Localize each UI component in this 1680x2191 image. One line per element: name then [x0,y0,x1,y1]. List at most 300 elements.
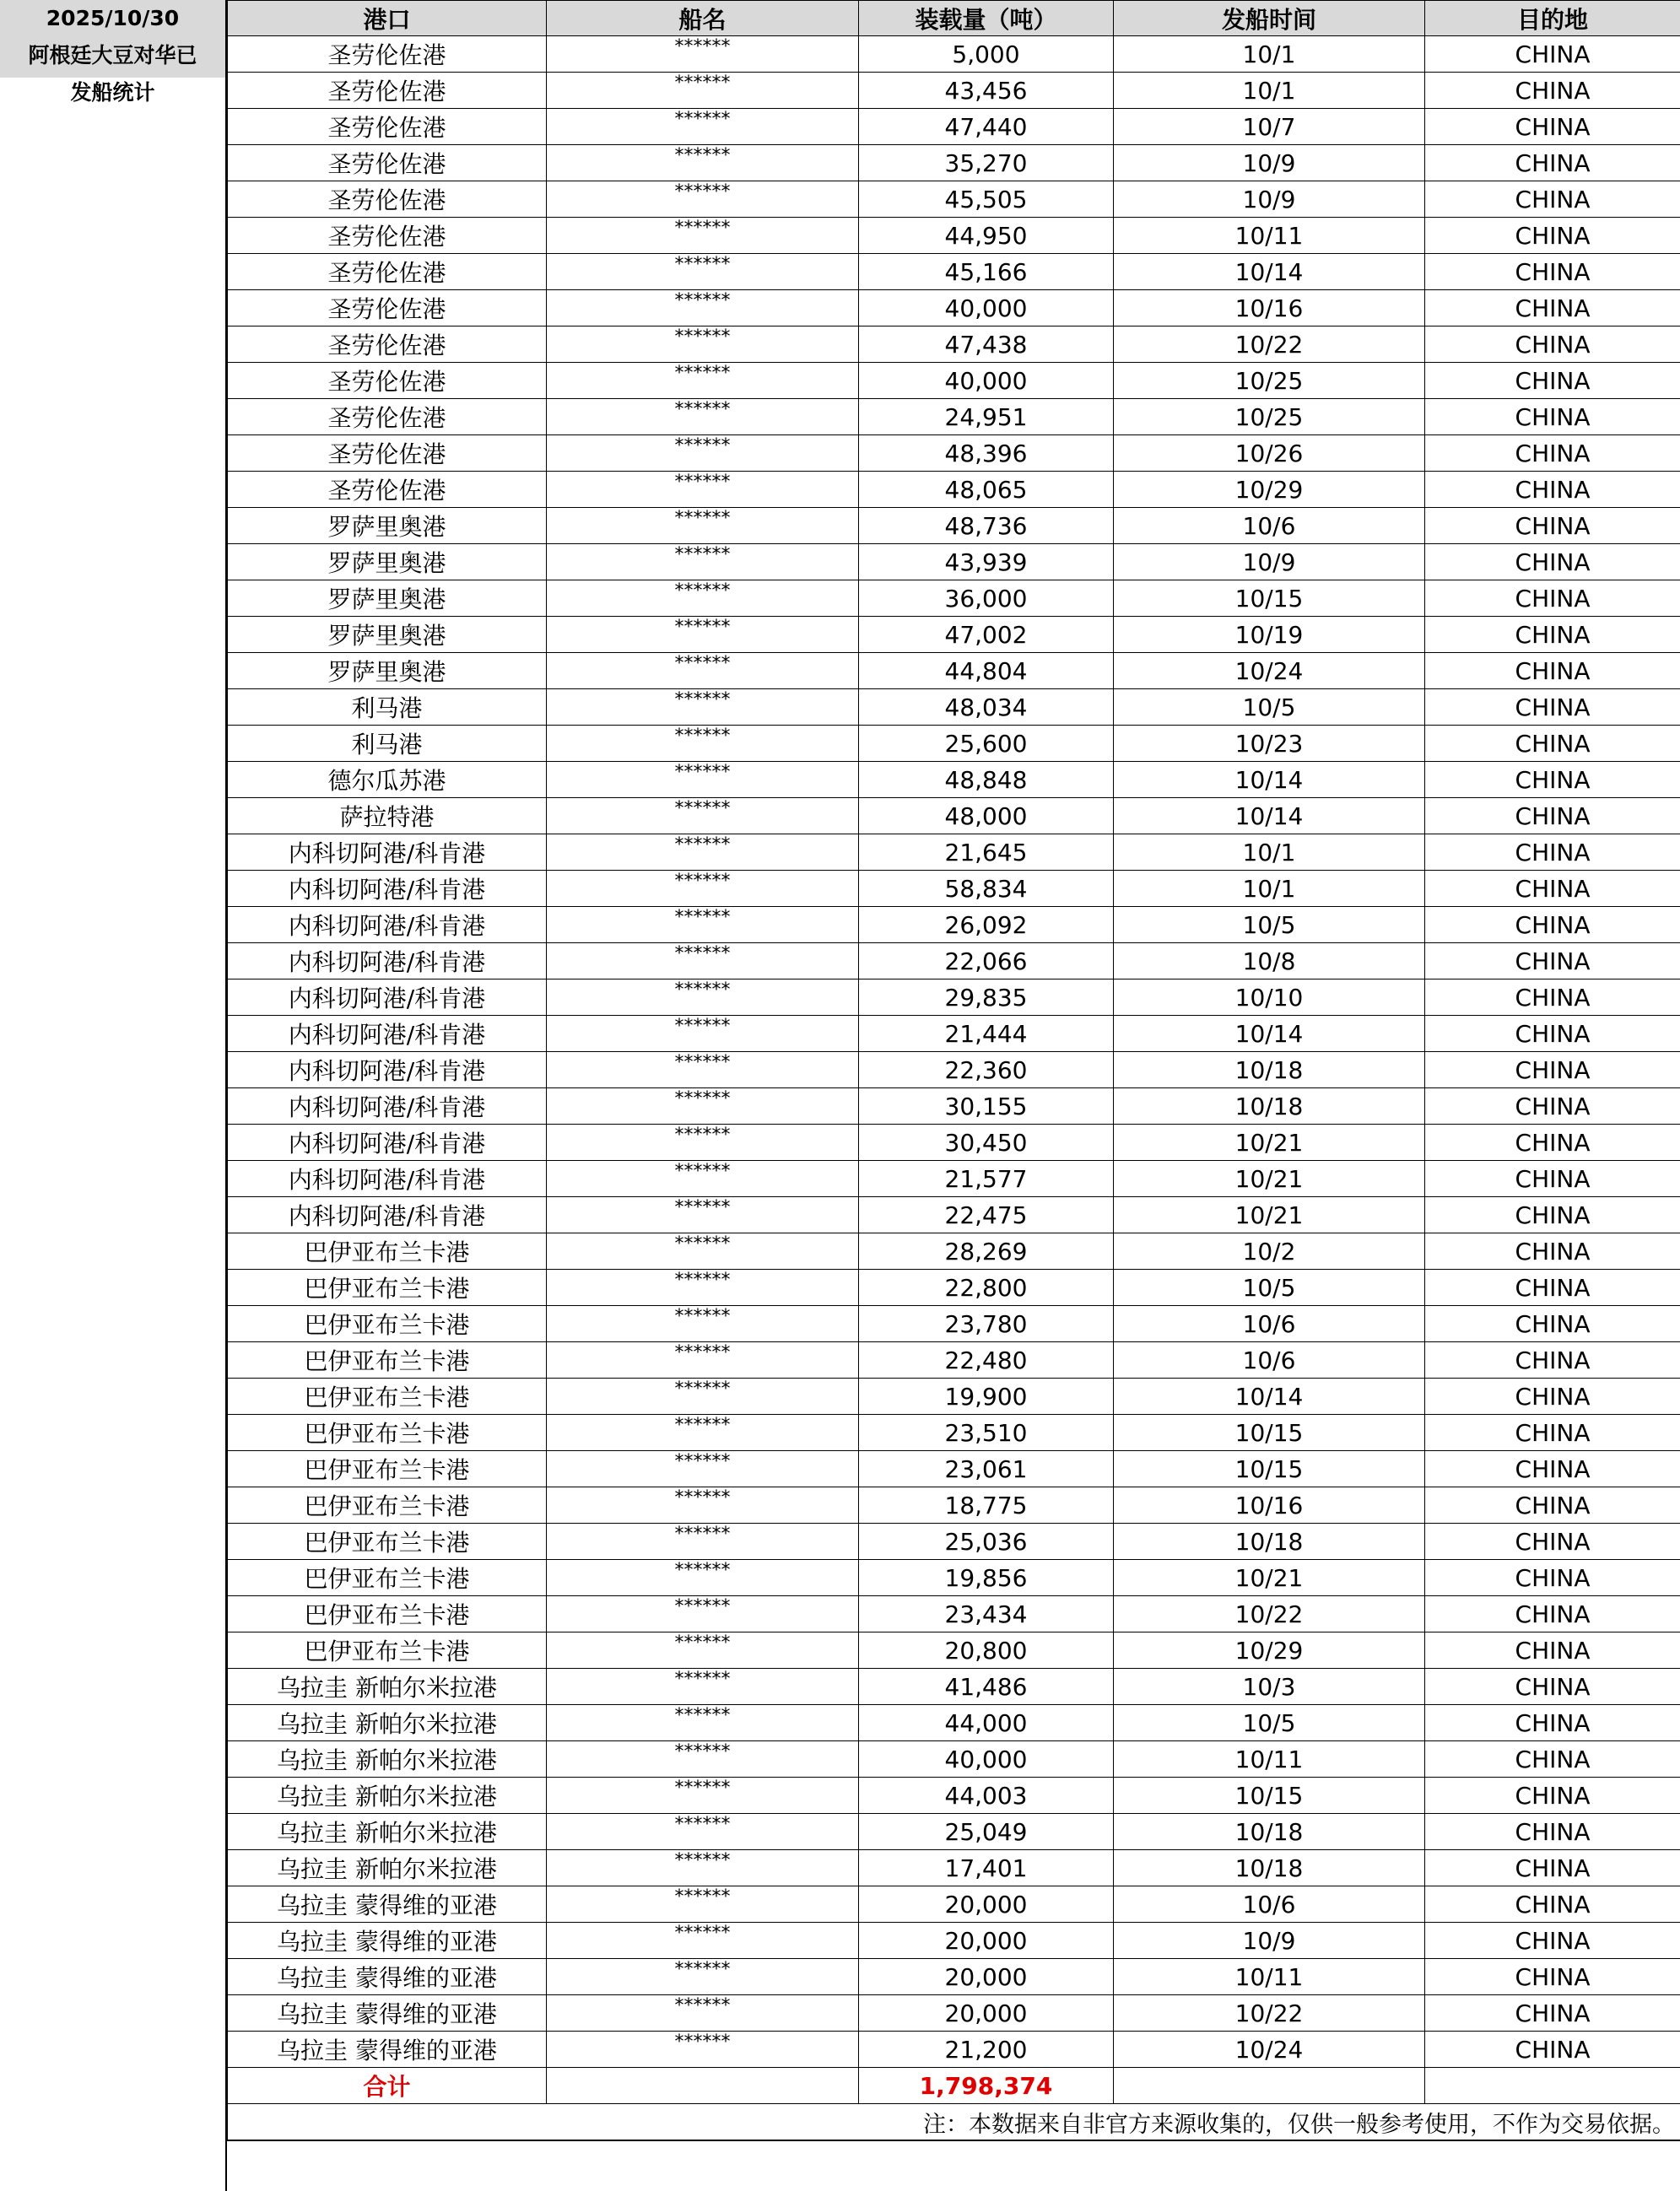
table-row [228,2032,1680,2068]
ship-name-cell: ****** [547,834,859,871]
ship-name-cell: ****** [547,1487,859,1524]
ship-name-cell: ****** [547,36,859,73]
destination-cell: CHINA [1425,1052,1680,1088]
date-cell: 10/18 [1114,1052,1425,1088]
load-cell: 28,269 [859,1233,1114,1270]
load-cell: 22,360 [859,1052,1114,1088]
date-cell: 10/6 [1114,508,1425,544]
date-cell: 10/14 [1114,762,1425,798]
destination-cell: CHINA [1425,218,1680,254]
destination-cell: CHINA [1425,762,1680,798]
load-cell: 41,486 [859,1669,1114,1705]
table-row [228,1814,1680,1850]
ship-name-cell: ****** [547,1596,859,1632]
port-cell: 巴伊亚布兰卡港 [228,1379,547,1415]
ship-name-cell: ****** [547,1415,859,1451]
ship-name-cell: ****** [547,1886,859,1923]
port-cell: 利马港 [228,689,547,726]
destination-cell: CHINA [1425,1560,1680,1596]
port-cell: 乌拉圭 蒙得维的亚港 [228,2032,547,2068]
load-cell: 44,003 [859,1778,1114,1814]
table-row [228,1741,1680,1778]
destination-cell: CHINA [1425,1016,1680,1052]
ship-name-cell: ****** [547,1088,859,1125]
load-cell: 21,645 [859,834,1114,871]
load-cell: 48,065 [859,472,1114,508]
ship-name-cell: ****** [547,544,859,580]
load-cell: 47,440 [859,109,1114,145]
date-cell: 10/21 [1114,1560,1425,1596]
date-cell: 10/15 [1114,580,1425,617]
date-cell: 10/16 [1114,290,1425,326]
load-cell: 24,951 [859,399,1114,435]
destination-cell: CHINA [1425,1415,1680,1451]
date-cell: 10/1 [1114,36,1425,73]
date-cell: 10/5 [1114,1270,1425,1306]
port-cell: 巴伊亚布兰卡港 [228,1415,547,1451]
header-date: 发船时间 [1114,1,1425,36]
table-row [228,254,1680,290]
destination-cell: CHINA [1425,472,1680,508]
destination-cell: CHINA [1425,363,1680,399]
destination-cell: CHINA [1425,326,1680,363]
date-cell: 10/6 [1114,1886,1425,1923]
destination-cell: CHINA [1425,508,1680,544]
side-panel [0,0,227,2191]
report-title-line1: 阿根廷大豆对华已 [28,43,197,67]
ship-name-cell: ****** [547,145,859,181]
port-cell: 内科切阿港/科肯港 [228,1125,547,1161]
date-cell: 10/1 [1114,871,1425,907]
date-cell: 10/9 [1114,145,1425,181]
table-row [228,399,1680,435]
destination-cell: CHINA [1425,1959,1680,1995]
table-row [228,1125,1680,1161]
date-cell: 10/9 [1114,544,1425,580]
table-row [228,907,1680,943]
ship-name-cell: ****** [547,689,859,726]
ship-name-cell: ****** [547,871,859,907]
destination-cell: CHINA [1425,1596,1680,1632]
table-row [228,871,1680,907]
load-cell: 19,900 [859,1379,1114,1415]
note-row [228,2104,1680,2141]
destination-cell: CHINA [1425,435,1680,472]
port-cell: 利马港 [228,726,547,762]
date-cell: 10/15 [1114,1415,1425,1451]
destination-cell: CHINA [1425,181,1680,218]
ship-name-cell: ****** [547,979,859,1016]
date-cell: 10/18 [1114,1088,1425,1125]
table-row [228,1306,1680,1342]
ship-name-cell: ****** [547,1233,859,1270]
ship-name-cell: ****** [547,1741,859,1778]
port-cell: 圣劳伦佐港 [228,109,547,145]
load-cell: 58,834 [859,871,1114,907]
load-cell: 30,155 [859,1088,1114,1125]
table-row [228,1850,1680,1886]
date-cell: 10/29 [1114,472,1425,508]
table-row [228,580,1680,617]
table-row [228,326,1680,363]
load-cell: 20,800 [859,1632,1114,1669]
port-cell: 巴伊亚布兰卡港 [228,1342,547,1379]
ship-name-cell: ****** [547,1270,859,1306]
date-cell: 10/25 [1114,363,1425,399]
destination-cell: CHINA [1425,1125,1680,1161]
port-cell: 圣劳伦佐港 [228,36,547,73]
date-cell: 10/6 [1114,1306,1425,1342]
ship-name-cell: ****** [547,1923,859,1959]
load-cell: 25,036 [859,1524,1114,1560]
table-row [228,1959,1680,1995]
date-cell: 10/22 [1114,326,1425,363]
load-cell: 30,450 [859,1125,1114,1161]
ship-name-cell: ****** [547,181,859,218]
port-cell: 内科切阿港/科肯港 [228,1088,547,1125]
destination-cell: CHINA [1425,871,1680,907]
load-cell: 26,092 [859,907,1114,943]
ship-name-cell: ****** [547,2032,859,2068]
port-cell: 内科切阿港/科肯港 [228,834,547,871]
load-cell: 36,000 [859,580,1114,617]
ship-name-cell: ****** [547,1379,859,1415]
load-cell: 25,049 [859,1814,1114,1850]
destination-cell: CHINA [1425,1451,1680,1487]
port-cell: 乌拉圭 新帕尔米拉港 [228,1669,547,1705]
table-row [228,435,1680,472]
ship-name-cell: ****** [547,1705,859,1741]
destination-cell: CHINA [1425,1270,1680,1306]
port-cell: 内科切阿港/科肯港 [228,1052,547,1088]
load-cell: 22,480 [859,1342,1114,1379]
table-row [228,1632,1680,1669]
side-title-block [0,0,225,105]
port-cell: 圣劳伦佐港 [228,435,547,472]
destination-cell: CHINA [1425,617,1680,653]
date-cell: 10/9 [1114,1923,1425,1959]
destination-cell: CHINA [1425,798,1680,834]
ship-name-cell: ****** [547,1342,859,1379]
ship-name-cell: ****** [547,1669,859,1705]
port-cell: 德尔瓜苏港 [228,762,547,798]
total-ship-empty [547,2068,859,2104]
destination-cell: CHINA [1425,726,1680,762]
load-cell: 21,577 [859,1161,1114,1197]
destination-cell: CHINA [1425,834,1680,871]
date-cell: 10/14 [1114,798,1425,834]
total-value: 1,798,374 [859,2068,1114,2104]
destination-cell: CHINA [1425,1487,1680,1524]
load-cell: 48,396 [859,435,1114,472]
table-row [228,726,1680,762]
load-cell: 20,000 [859,1959,1114,1995]
destination-cell: CHINA [1425,1197,1680,1233]
ship-name-cell: ****** [547,363,859,399]
ship-name-cell: ****** [547,326,859,363]
date-cell: 10/22 [1114,1995,1425,2032]
ship-name-cell: ****** [547,617,859,653]
port-cell: 罗萨里奥港 [228,617,547,653]
ship-name-cell: ****** [547,1451,859,1487]
load-cell: 44,804 [859,653,1114,689]
ship-name-cell: ****** [547,1052,859,1088]
load-cell: 22,066 [859,943,1114,979]
load-cell: 20,000 [859,1995,1114,2032]
destination-cell: CHINA [1425,254,1680,290]
date-cell: 10/21 [1114,1125,1425,1161]
load-cell: 22,800 [859,1270,1114,1306]
table-row [228,1778,1680,1814]
date-cell: 10/9 [1114,181,1425,218]
port-cell: 罗萨里奥港 [228,653,547,689]
ship-name-cell: ****** [547,1560,859,1596]
load-cell: 44,000 [859,1705,1114,1741]
port-cell: 乌拉圭 蒙得维的亚港 [228,1886,547,1923]
table-row [228,1995,1680,2032]
port-cell: 乌拉圭 新帕尔米拉港 [228,1741,547,1778]
port-cell: 罗萨里奥港 [228,508,547,544]
destination-cell: CHINA [1425,1524,1680,1560]
ship-name-cell: ****** [547,580,859,617]
destination-cell: CHINA [1425,1850,1680,1886]
date-cell: 10/11 [1114,1959,1425,1995]
date-cell: 10/10 [1114,979,1425,1016]
table-row [228,290,1680,326]
date-cell: 10/14 [1114,1016,1425,1052]
destination-cell: CHINA [1425,1814,1680,1850]
destination-cell: CHINA [1425,689,1680,726]
ship-name-cell: ****** [547,254,859,290]
load-cell: 23,061 [859,1451,1114,1487]
ship-name-cell: ****** [547,798,859,834]
port-cell: 乌拉圭 蒙得维的亚港 [228,1995,547,2032]
table-row [228,1451,1680,1487]
port-cell: 罗萨里奥港 [228,544,547,580]
port-cell: 内科切阿港/科肯港 [228,1197,547,1233]
port-cell: 圣劳伦佐港 [228,254,547,290]
port-cell: 圣劳伦佐港 [228,218,547,254]
table-row [228,36,1680,73]
table-row [228,798,1680,834]
destination-cell: CHINA [1425,1161,1680,1197]
date-cell: 10/19 [1114,617,1425,653]
load-cell: 44,950 [859,218,1114,254]
header-row [228,1,1680,36]
load-cell: 21,444 [859,1016,1114,1052]
date-cell: 10/14 [1114,254,1425,290]
load-cell: 43,456 [859,73,1114,109]
date-cell: 10/25 [1114,399,1425,435]
destination-cell: CHINA [1425,399,1680,435]
total-row [228,2068,1680,2104]
date-cell: 10/15 [1114,1778,1425,1814]
date-cell: 10/2 [1114,1233,1425,1270]
ship-name-cell: ****** [547,435,859,472]
ship-name-cell: ****** [547,1778,859,1814]
date-cell: 10/24 [1114,2032,1425,2068]
table-row [228,1270,1680,1306]
port-cell: 乌拉圭 新帕尔米拉港 [228,1814,547,1850]
report-title-line2: 发船统计 [70,80,155,105]
ship-name-cell: ****** [547,508,859,544]
port-cell: 内科切阿港/科肯港 [228,1016,547,1052]
load-cell: 25,600 [859,726,1114,762]
table-row [228,1342,1680,1379]
table-row [228,1669,1680,1705]
table-row [228,617,1680,653]
ship-name-cell: ****** [547,399,859,435]
ship-name-cell: ****** [547,1125,859,1161]
destination-cell: CHINA [1425,1088,1680,1125]
date-cell: 10/18 [1114,1524,1425,1560]
ship-name-cell: ****** [547,653,859,689]
port-cell: 圣劳伦佐港 [228,145,547,181]
port-cell: 巴伊亚布兰卡港 [228,1632,547,1669]
header-dest: 目的地 [1425,1,1680,36]
table-row [228,1560,1680,1596]
table-row [228,1379,1680,1415]
ship-name-cell: ****** [547,726,859,762]
destination-cell: CHINA [1425,580,1680,617]
destination-cell: CHINA [1425,2032,1680,2068]
table-row [228,1197,1680,1233]
load-cell: 47,438 [859,326,1114,363]
table-row [228,762,1680,798]
ship-name-cell: ****** [547,290,859,326]
ship-name-cell: ****** [547,762,859,798]
destination-cell: CHINA [1425,1741,1680,1778]
table-row [228,1052,1680,1088]
table-row [228,834,1680,871]
date-cell: 10/16 [1114,1487,1425,1524]
port-cell: 内科切阿港/科肯港 [228,1161,547,1197]
table-row [228,145,1680,181]
load-cell: 35,270 [859,145,1114,181]
total-label: 合计 [228,2068,547,2104]
port-cell: 圣劳伦佐港 [228,290,547,326]
load-cell: 48,034 [859,689,1114,726]
table-row [228,1016,1680,1052]
load-cell: 17,401 [859,1850,1114,1886]
date-cell: 10/21 [1114,1161,1425,1197]
table-row [228,363,1680,399]
destination-cell: CHINA [1425,1379,1680,1415]
table-row [228,1596,1680,1632]
load-cell: 40,000 [859,363,1114,399]
date-cell: 10/1 [1114,834,1425,871]
table-row [228,1524,1680,1560]
total-date-empty [1114,2068,1425,2104]
load-cell: 23,780 [859,1306,1114,1342]
ship-name-cell: ****** [547,943,859,979]
disclaimer-note: 注：本数据来自非官方来源收集的，仅供一般参考使用，不作为交易依据。 [228,2104,1680,2141]
table-row [228,653,1680,689]
port-cell: 萨拉特港 [228,798,547,834]
header-load: 装载量（吨） [859,1,1114,36]
date-cell: 10/22 [1114,1596,1425,1632]
ship-name-cell: ****** [547,1632,859,1669]
port-cell: 巴伊亚布兰卡港 [228,1560,547,1596]
load-cell: 48,736 [859,508,1114,544]
load-cell: 20,000 [859,1886,1114,1923]
destination-cell: CHINA [1425,1995,1680,2032]
destination-cell: CHINA [1425,1306,1680,1342]
port-cell: 圣劳伦佐港 [228,326,547,363]
destination-cell: CHINA [1425,943,1680,979]
port-cell: 巴伊亚布兰卡港 [228,1451,547,1487]
load-cell: 20,000 [859,1923,1114,1959]
table-row [228,472,1680,508]
port-cell: 乌拉圭 新帕尔米拉港 [228,1778,547,1814]
table-row [228,979,1680,1016]
date-cell: 10/24 [1114,653,1425,689]
load-cell: 18,775 [859,1487,1114,1524]
date-cell: 10/18 [1114,1814,1425,1850]
date-cell: 10/8 [1114,943,1425,979]
date-cell: 10/18 [1114,1850,1425,1886]
destination-cell: CHINA [1425,109,1680,145]
ship-name-cell: ****** [547,1850,859,1886]
load-cell: 21,200 [859,2032,1114,2068]
destination-cell: CHINA [1425,1632,1680,1669]
table-row [228,218,1680,254]
load-cell: 23,434 [859,1596,1114,1632]
ship-name-cell: ****** [547,1306,859,1342]
ship-name-cell: ****** [547,1197,859,1233]
shipment-table [227,0,1680,2141]
load-cell: 48,000 [859,798,1114,834]
destination-cell: CHINA [1425,653,1680,689]
header-port: 港口 [228,1,547,36]
table-row [228,508,1680,544]
report-date: 2025/10/30 [46,6,180,30]
destination-cell: CHINA [1425,1669,1680,1705]
destination-cell: CHINA [1425,1923,1680,1959]
date-cell: 10/21 [1114,1197,1425,1233]
destination-cell: CHINA [1425,544,1680,580]
port-cell: 巴伊亚布兰卡港 [228,1270,547,1306]
table-row [228,181,1680,218]
ship-name-cell: ****** [547,472,859,508]
ship-name-cell: ****** [547,73,859,109]
port-cell: 巴伊亚布兰卡港 [228,1306,547,1342]
load-cell: 48,848 [859,762,1114,798]
table-row [228,1161,1680,1197]
destination-cell: CHINA [1425,979,1680,1016]
port-cell: 圣劳伦佐港 [228,399,547,435]
port-cell: 圣劳伦佐港 [228,472,547,508]
destination-cell: CHINA [1425,1886,1680,1923]
date-cell: 10/5 [1114,1705,1425,1741]
port-cell: 乌拉圭 新帕尔米拉港 [228,1705,547,1741]
load-cell: 5,000 [859,36,1114,73]
port-cell: 巴伊亚布兰卡港 [228,1596,547,1632]
date-cell: 10/5 [1114,689,1425,726]
ship-name-cell: ****** [547,1524,859,1560]
load-cell: 47,002 [859,617,1114,653]
date-cell: 10/11 [1114,218,1425,254]
port-cell: 乌拉圭 新帕尔米拉港 [228,1850,547,1886]
date-cell: 10/11 [1114,1741,1425,1778]
date-cell: 10/5 [1114,907,1425,943]
date-cell: 10/14 [1114,1379,1425,1415]
table-row [228,689,1680,726]
port-cell: 巴伊亚布兰卡港 [228,1487,547,1524]
load-cell: 40,000 [859,290,1114,326]
ship-name-cell: ****** [547,218,859,254]
ship-name-cell: ****** [547,109,859,145]
